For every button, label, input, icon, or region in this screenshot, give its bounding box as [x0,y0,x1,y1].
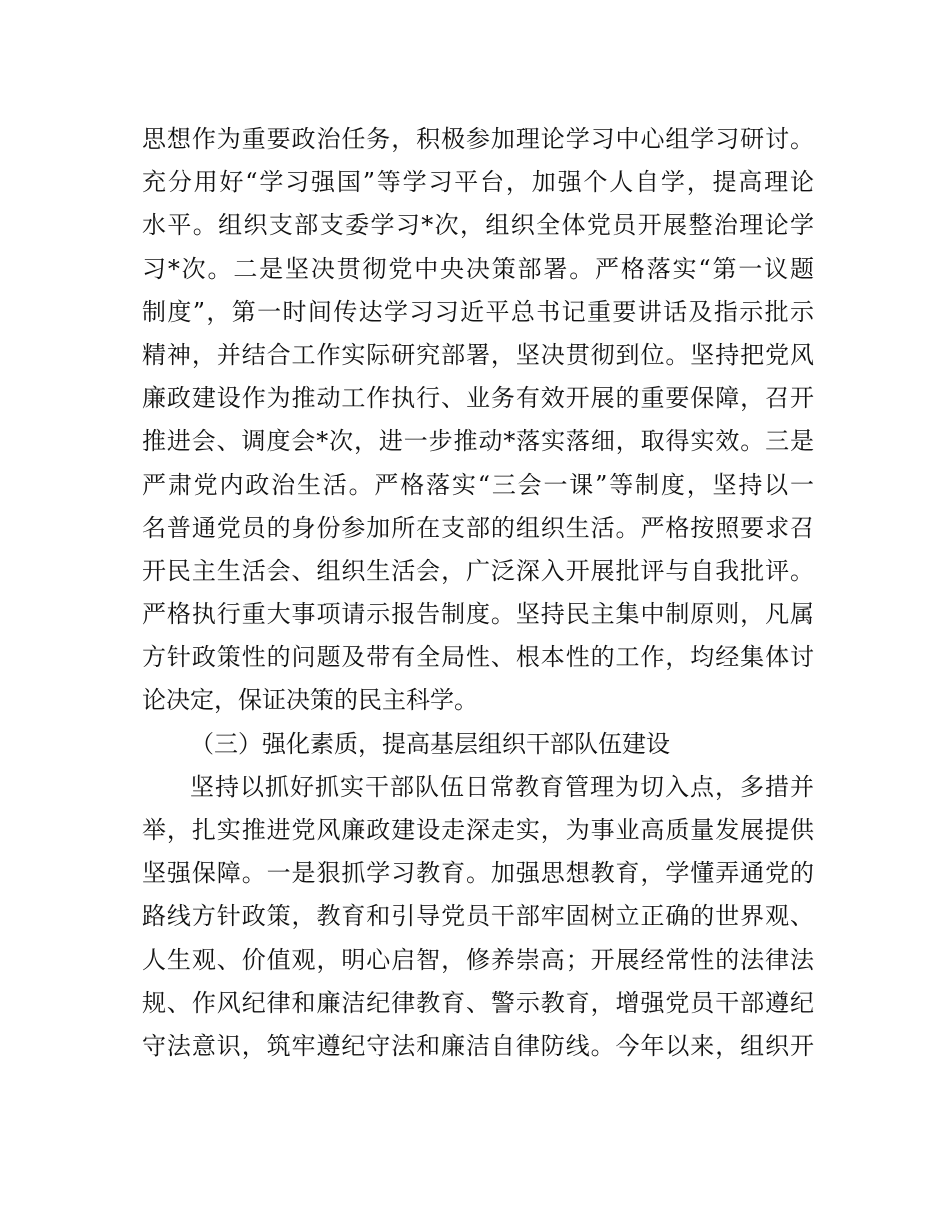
text-line: 方针政策性的问题及带有全局性、根本性的工作，均经集体讨 [142,643,814,672]
text-line: 精神，并结合工作实际研究部署，坚决贯彻到位。坚持把党风 [142,340,814,369]
text-line: 守法意识，筑牢遵纪守法和廉洁自律防线。今年以来，组织开 [142,1031,814,1060]
text-line: 举，扎实推进党风廉政建设走深走实，为事业高质量发展提供 [142,816,814,844]
text-line: 规、作风纪律和廉洁纪律教育、警示教育，增强党员干部遵纪 [142,988,814,1017]
text-line: 思想作为重要政治任务，积极参加理论学习中心组学习研讨。 [142,125,814,153]
paragraph-first-line: 坚持以抓好抓实干部队伍日常教育管理为切入点，多措并 [190,772,814,801]
text-line: 名普通党员的身份参加所在支部的组织生活。严格按照要求召 [142,513,814,542]
text-line: 廉政建设作为推动工作执行、业务有效开展的重要保障，召开 [142,384,814,413]
text-line: 严格执行重大事项请示报告制度。坚持民主集中制原则，凡属 [142,600,814,629]
text-line: 水平。组织支部支委学习*次，组织全体党员开展整治理论学 [142,211,814,240]
text-line: 开民主生活会、组织生活会，广泛深入开展批评与自我批评。 [142,556,814,585]
text-line: 严肃党内政治生活。严格落实“三会一课”等制度，坚持以一 [142,470,814,499]
text-line: 推进会、调度会*次，进一步推动*落实落细，取得实效。三是 [142,427,814,456]
document-body [142,118,814,1068]
paragraph-end-line: 论决定，保证决策的民主科学。 [142,686,478,715]
text-line: 路线方针政策，教育和引导党员干部牢固树立正确的世界观、 [142,902,814,931]
text-line: 制度”，第一时间传达学习习近平总书记重要讲话及指示批示 [142,297,814,326]
text-line: 坚强保障。一是狠抓学习教育。加强思想教育，学懂弄通党的 [142,859,814,888]
text-line: 人生观、价值观，明心启智，修养崇高；开展经常性的法律法 [142,945,814,974]
section-heading: （三）强化素质，提高基层组织干部队伍建设 [190,729,670,758]
text-line: 充分用好“学习强国”等学习平台，加强个人自学，提高理论 [142,168,814,197]
text-line: 习*次。二是坚决贯彻党中央决策部署。严格落实“第一议题 [142,254,814,283]
